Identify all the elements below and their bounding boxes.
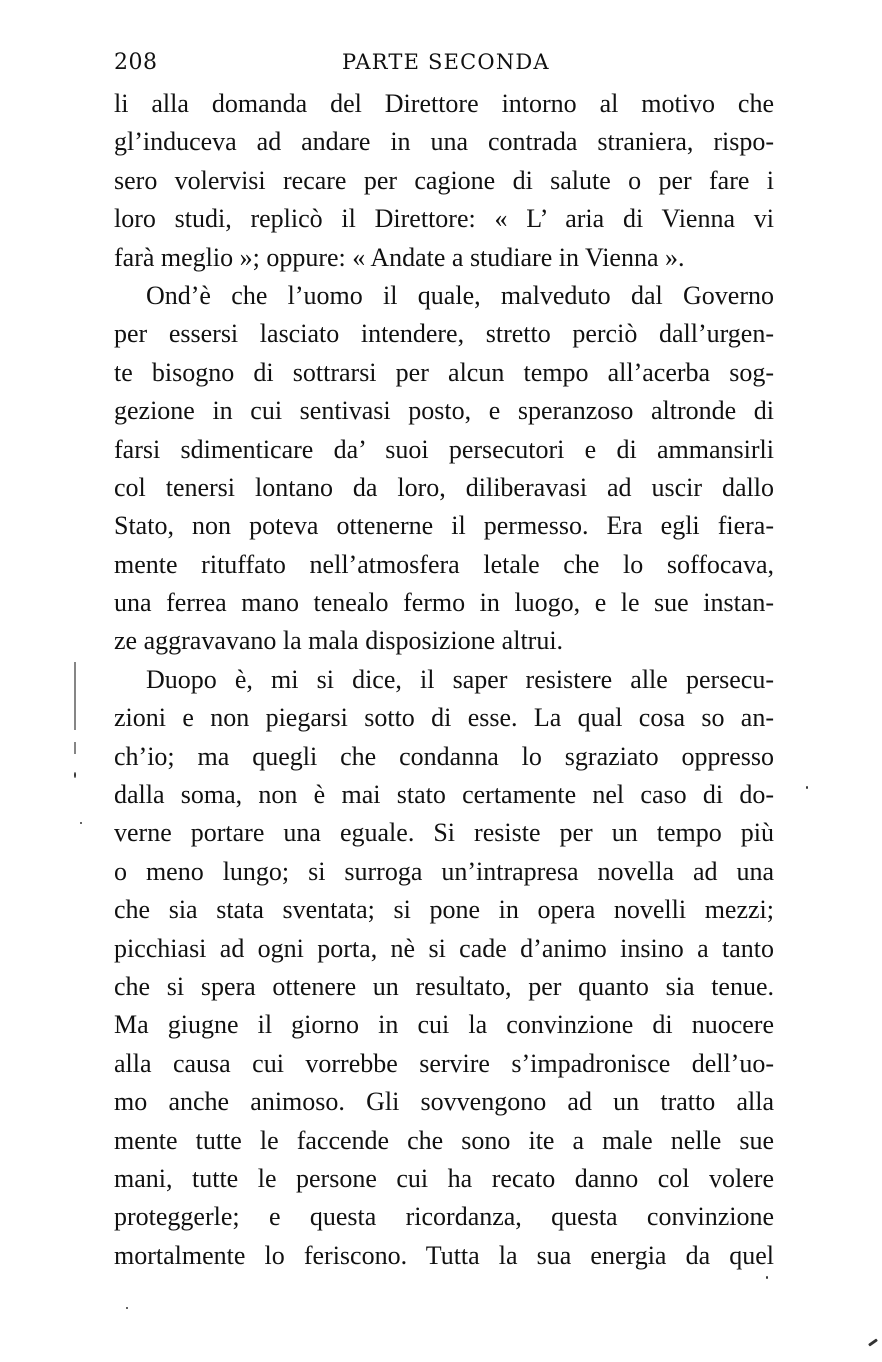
text-line: ze aggravavano la mala disposizione altrui. — [114, 626, 564, 656]
text-line: li alla domanda del Direttore intorno al motivo che — [114, 89, 774, 118]
margin-mark — [74, 662, 76, 730]
text-line: loro studi, replicò il Direttore: « L’ aria di Vienna vi — [114, 204, 774, 234]
text-line: o meno lungo; si surroga un’intrapresa novella ad una — [114, 856, 774, 886]
text-line: mente rituffato nell’atmosfera letale che lo soffocava, — [114, 549, 774, 579]
text-line: mani, tutte le persone cui ha recato danno col volere — [114, 1163, 774, 1193]
page-number: 208 — [114, 50, 158, 75]
scan-speck — [74, 772, 76, 778]
text-line: una ferrea mano tenealo fermo in luogo, e le sue instan- — [114, 588, 774, 618]
text-line: dalla soma, non è mai stato certamente nel caso di do- — [114, 780, 774, 810]
text-line: picchiasi ad ogni porta, nè si cade d’animo insino a tanto — [114, 933, 774, 963]
scan-speck — [766, 1276, 768, 1279]
text-line: che si spera ottenere un resultato, per quanto sia tenue. — [114, 971, 774, 1001]
scan-speck — [126, 1307, 128, 1309]
text-line: gl’induceva ad andare in una contrada straniera, rispo- — [114, 127, 774, 157]
text-line: te bisogno di sottrarsi per alcun tempo all’acerba sog- — [114, 357, 774, 387]
scan-speck — [80, 822, 82, 824]
text-line: col tenersi lontano da loro, diliberavasi ad uscir dallo — [114, 472, 774, 502]
running-head: PARTE SECONDA — [342, 50, 550, 74]
text-line: proteggerle; e questa ricordanza, questa convinzione — [114, 1202, 774, 1232]
text-line: mortalmente lo feriscono. Tutta la sua energia da quel — [114, 1240, 774, 1270]
text-line: Ond’è che l’uomo il quale, malveduto dal Governo — [146, 280, 774, 310]
scan-speck — [806, 786, 808, 789]
text-line: sero volervisi recare per cagione di salute o per fare i — [114, 165, 774, 195]
text-line: Duopo è, mi si dice, il saper resistere alle persecu- — [146, 664, 774, 694]
text-line: verne portare una eguale. Si resiste per un tempo più — [114, 818, 774, 848]
text-line: farà meglio »; oppure: « Andate a studiare in Vienna ». — [114, 242, 685, 272]
text-line: farsi sdimenticare da’ suoi persecutori e di ammansirli — [114, 434, 774, 464]
text-line: che sia stata sventata; si pone in opera novelli mezzi; — [114, 895, 774, 925]
page-header — [114, 50, 774, 84]
text-line: zioni e non piegarsi sotto di esse. La qual cosa so an- — [114, 703, 774, 733]
text-line: mente tutte le faccende che sono ite a male nelle sue — [114, 1125, 774, 1155]
text-line: mo anche animoso. Gli sovvengono ad un tratto alla — [114, 1087, 774, 1117]
text-line: ch’io; ma quegli che condanna lo sgraziato oppresso — [114, 741, 774, 771]
text-line: Ma giugne il giorno in cui la convinzione di nuocere — [114, 1010, 774, 1040]
text-line: alla causa cui vorrebbe servire s’impadronisce dell’uo- — [114, 1048, 774, 1078]
scan-speck — [868, 1338, 878, 1346]
margin-mark — [74, 742, 76, 754]
body-text — [114, 85, 774, 1275]
text-line: gezione in cui sentivasi posto, e speranzoso altronde di — [114, 396, 774, 426]
text-line: Stato, non poteva ottenerne il permesso. Era egli fiera- — [114, 511, 774, 541]
text-line: per essersi lasciato intendere, stretto perciò dall’urgen- — [114, 319, 774, 349]
